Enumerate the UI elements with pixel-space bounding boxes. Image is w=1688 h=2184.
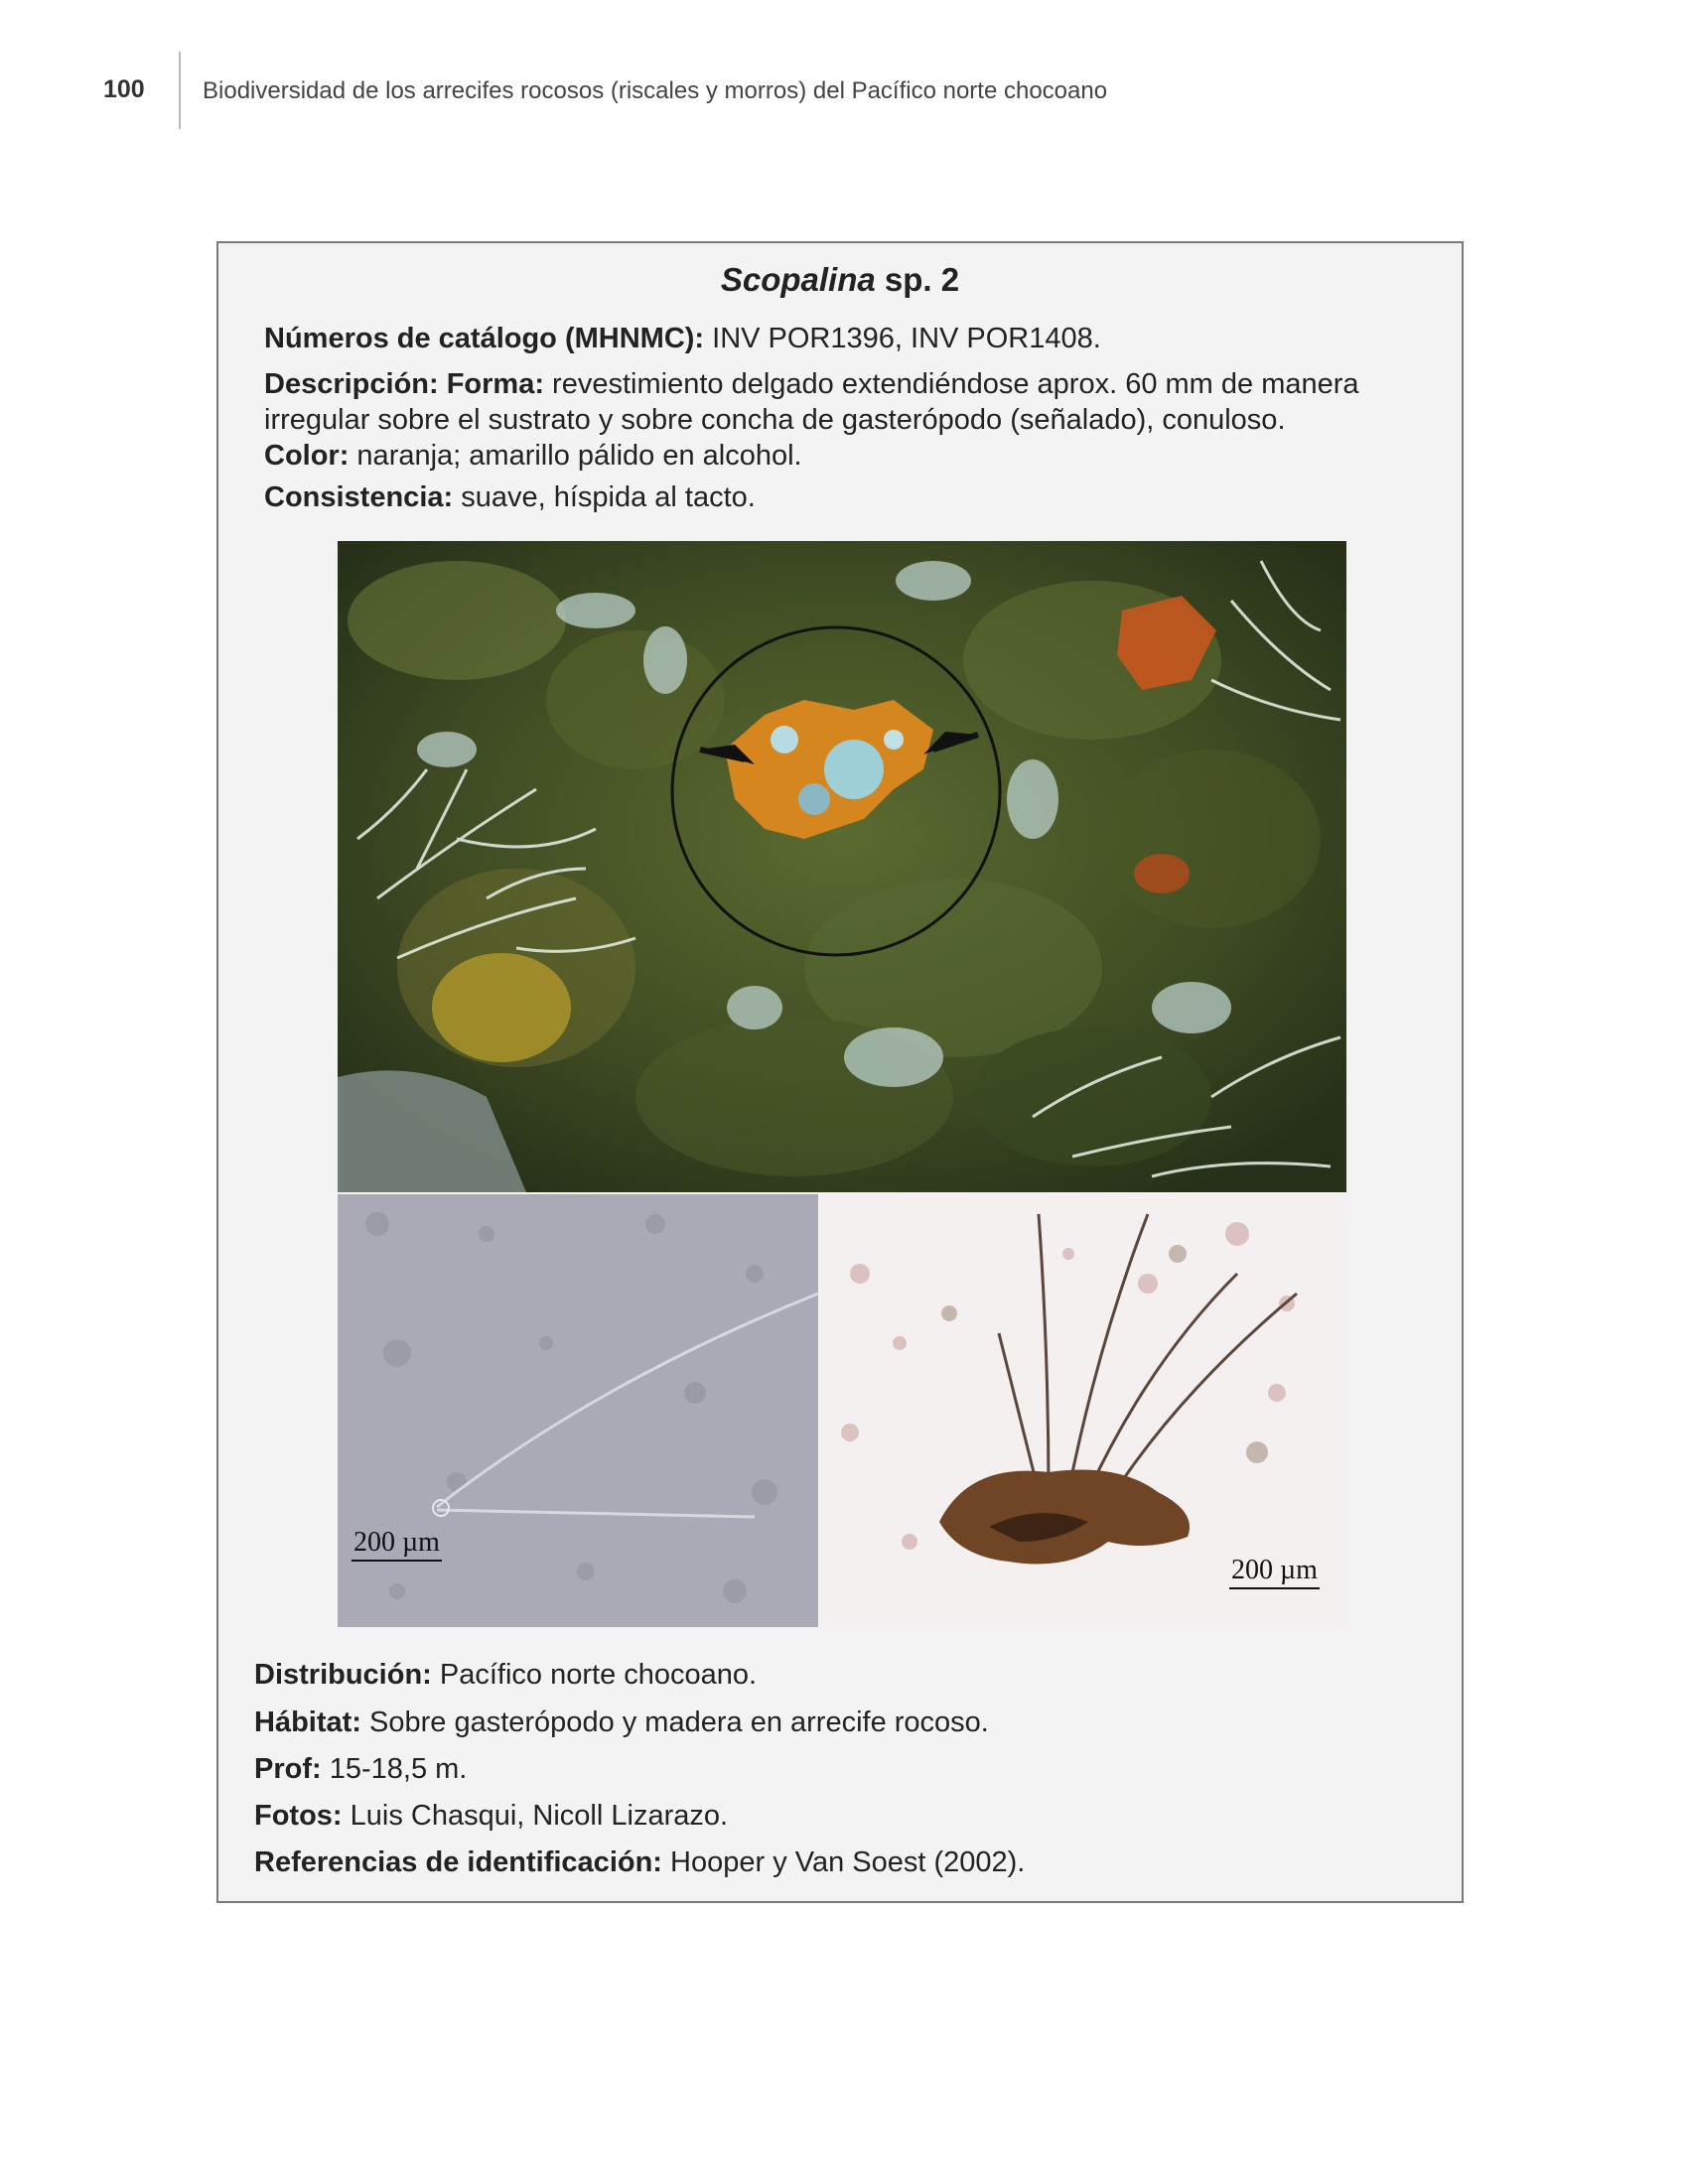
depth-value: 15-18,5 m.: [321, 1753, 468, 1785]
consistency-value: suave, híspida al tacto.: [453, 481, 756, 513]
references: [254, 1844, 1366, 1880]
species-genus: Scopalina: [720, 261, 876, 298]
consistency: [264, 479, 1376, 515]
color-label: Color:: [264, 440, 350, 472]
micrograph-spicule: [338, 1194, 818, 1627]
figure-plate: [338, 541, 1346, 1627]
consistency-label: Consistencia:: [264, 481, 454, 513]
scale-bar-right: 200 µm: [1229, 1556, 1320, 1589]
underwater-photo: [338, 541, 1346, 1192]
photos-label: Fotos:: [254, 1800, 343, 1832]
description-value: revestimiento delgado extendiéndose aprox. 60 mm de manera irregular sobre el sustrato y sobre concha de gasterópodo (señalado), conuloso.: [264, 368, 1359, 436]
distribution-label: Distribución:: [254, 1659, 432, 1691]
depth: [254, 1751, 1366, 1787]
description-label: Descripción: Forma:: [264, 368, 544, 400]
scale-bar-left: 200 µm: [352, 1528, 442, 1562]
photos-value: Luis Chasqui, Nicoll Lizarazo.: [342, 1800, 729, 1832]
catalog-value: INV POR1396, INV POR1408.: [704, 323, 1101, 354]
distribution: [254, 1657, 1366, 1693]
running-title: Biodiversidad de los arrecifes rocosos (riscales y morros) del Pacífico norte chocoano: [203, 77, 1108, 104]
description: [264, 366, 1376, 474]
catalog-label: Números de catálogo (MHNMC):: [264, 323, 705, 354]
photo-credits: [254, 1798, 1366, 1834]
micrograph-skeleton: [820, 1194, 1346, 1627]
header-divider: [179, 52, 181, 129]
species-title: [218, 261, 1462, 299]
references-value: Hooper y Van Soest (2002).: [661, 1846, 1026, 1878]
species-epithet: sp. 2: [875, 261, 960, 298]
distribution-value: Pacífico norte chocoano.: [431, 1659, 758, 1691]
page-number: 100: [103, 75, 145, 103]
habitat: [254, 1705, 1366, 1740]
color-value: naranja; amarillo pálido en alcohol.: [349, 440, 802, 472]
catalog-numbers: [264, 321, 1376, 356]
habitat-value: Sobre gasterópodo y madera en arrecife rocoso.: [360, 1706, 989, 1738]
species-card: [216, 241, 1464, 1903]
references-label: Referencias de identificación:: [254, 1846, 662, 1878]
habitat-label: Hábitat:: [254, 1706, 361, 1738]
depth-label: Prof:: [254, 1753, 322, 1785]
